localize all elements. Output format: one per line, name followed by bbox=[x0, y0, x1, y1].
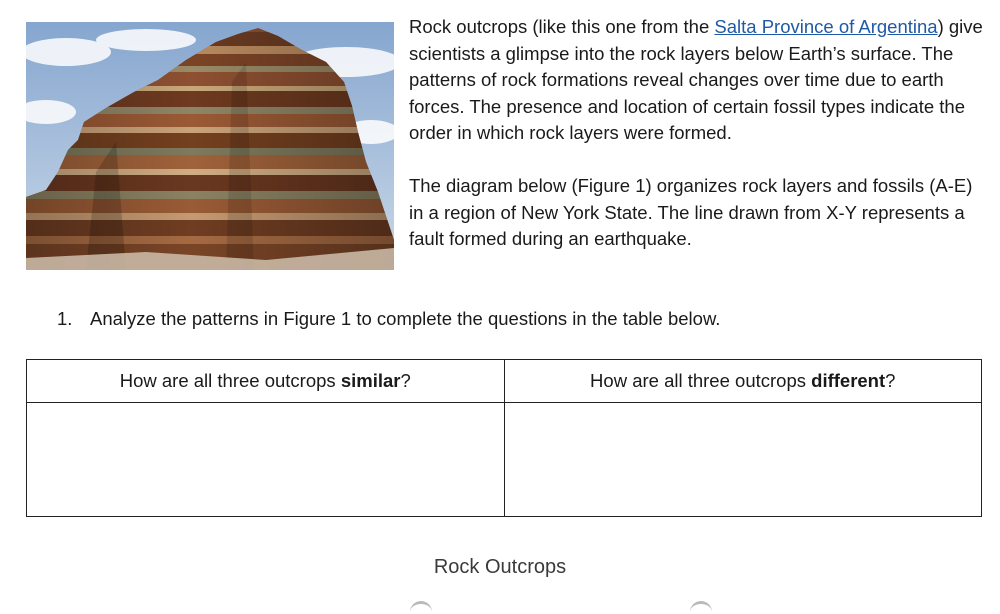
intro-text-start: Rock outcrops (like this one from the bbox=[409, 16, 715, 37]
intro-paragraph-1 bbox=[409, 14, 989, 147]
header-different-bold: different bbox=[811, 370, 886, 391]
header-different-prefix: How are all three outcrops bbox=[590, 370, 812, 391]
different-answer-input[interactable] bbox=[505, 401, 982, 514]
salta-province-link[interactable]: Salta Province of Argentina bbox=[714, 16, 938, 37]
answer-table bbox=[26, 359, 982, 517]
question-text: Analyze the patterns in Figure 1 to complete the questions in the table below. bbox=[90, 308, 721, 329]
header-similar-suffix: ? bbox=[400, 370, 411, 391]
header-different bbox=[504, 360, 982, 403]
header-similar-bold: similar bbox=[340, 370, 401, 391]
similar-answer-input[interactable] bbox=[27, 401, 504, 514]
header-similar bbox=[27, 360, 505, 403]
rock-outcrop-photo bbox=[26, 22, 394, 270]
answer-cell-similar[interactable] bbox=[27, 403, 505, 517]
answer-cell-different[interactable] bbox=[504, 403, 982, 517]
intro-text-end: ) give scientists a glimpse into the rock layers below Earth’s surface. The patterns of rock formations reveal changes over time due to earth forces. The presence and location of certain fossil types indicate the order in which rock layers were formed. bbox=[409, 16, 983, 143]
question-1 bbox=[57, 306, 720, 332]
intro-paragraph-2: The diagram below (Figure 1) organizes rock layers and fossils (A-E) in a region of New York State. The line drawn from X-Y represents a fault formed during an earthquake. bbox=[409, 175, 973, 249]
header-different-suffix: ? bbox=[885, 370, 896, 391]
figure-title: Rock Outcrops bbox=[433, 556, 567, 578]
question-number: 1. bbox=[57, 308, 73, 329]
header-similar-prefix: How are all three outcrops bbox=[119, 370, 341, 391]
